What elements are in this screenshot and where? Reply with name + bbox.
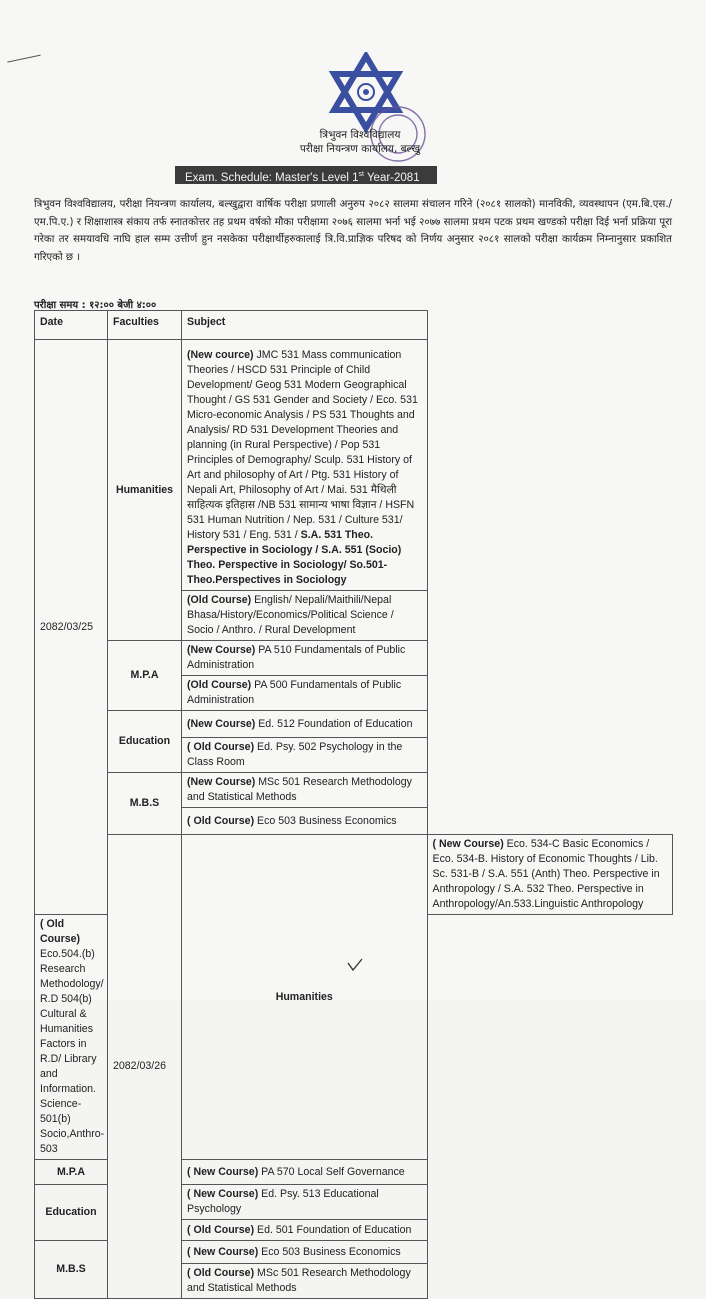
date-cell: 2082/03/25 bbox=[35, 340, 108, 915]
banner-suffix: Year-2081 bbox=[363, 171, 420, 184]
exam-time: परीक्षा समय : १२:०० बेजी ४:०० bbox=[34, 300, 157, 311]
subject-cell bbox=[182, 591, 428, 641]
office-heading bbox=[200, 128, 520, 156]
subject-text: JMC 531 Mass communication Theories / HSCD 531 Principle of Child Development/ Geog 531 Modern Geographical Thought / GS 531 Gender and Society / Eco. 531 Micro-economic Analysis / PS 531 Thoughts and Analysis/ RD 531 Development Theories and planning (in Rural Perspective) / Pop 531 Principles of Demography/ Sculp. 531 History of Art and philosophy of Art / Ptg. 531 History of Nepali Art, Philosophy of Art / Mai. 531 मैथिली साहित्यक इतिहास /NB 531 सामान्य भाषा विज्ञान / HSFN 531 Human Nutrition / Nep. 531 / Culture 531/ History 531 / Eng. 531 / bbox=[187, 349, 418, 541]
faculty-cell: Humanities bbox=[182, 835, 428, 1160]
course-tag: (Old Course) bbox=[187, 679, 252, 691]
faculty-cell: Education bbox=[108, 711, 182, 773]
pen-mark bbox=[7, 55, 43, 73]
course-tag: ( New Course) bbox=[187, 1165, 259, 1178]
subject-text: Eco.504.(b) Research Methodology/ R.D 504(b) Cultural & Humanities Factors in R.D/ Library and Information. Science-501(b) Socio,Anthro-503 bbox=[40, 948, 105, 1155]
subject-cell bbox=[182, 1185, 428, 1220]
office-name: परीक्षा नियन्त्रण कार्यालय, बल्खु bbox=[299, 143, 421, 155]
university-name: त्रिभुवन विश्वविद्यालय bbox=[319, 129, 401, 141]
subject-text: PA 570 Local Self Governance bbox=[258, 1165, 405, 1178]
date-cell: 2082/03/26 bbox=[108, 835, 182, 1299]
subject-text: Eco. 534-C Basic Economics / Eco. 534-B. History of Economic Thoughts / Lib. Sc. 531-B / S.A. 551 (Anth) Theo. Perspective in Anthropology / S.A. 532 Theo. Perspective in Anthropology/An.533.Linguistic Anthropology bbox=[432, 838, 660, 910]
course-tag: (Old Course) bbox=[187, 594, 252, 606]
subject-cell bbox=[182, 738, 428, 773]
header-date: Date bbox=[35, 311, 108, 340]
faculty-cell: M.B.S bbox=[35, 1241, 108, 1299]
faculty-cell: Humanities bbox=[108, 340, 182, 641]
course-tag: (New Course) bbox=[187, 644, 256, 656]
course-tag: ( New Course) bbox=[187, 1188, 259, 1200]
subject-text: Ed. 501 Foundation of Education bbox=[254, 1223, 412, 1236]
table-row bbox=[35, 835, 673, 915]
subject-cell bbox=[182, 773, 428, 808]
schedule-table bbox=[34, 310, 673, 1299]
banner-prefix: Exam. Schedule: Master's Level 1 bbox=[185, 171, 359, 184]
intro-paragraph: त्रिभुवन विश्वविद्यालय, परीक्षा नियन्त्रण कार्यालय, बल्खुद्वारा वार्षिक परीक्षा प्रणाली अनुरुप २०८२ सालमा संचालन गरिने (२०८१ सालको) मानविकी, व्यवस्थापन (एम.बि.एस./एम.पि.ए.) र शिक्षाशास्त्र संकाय तर्फ स्नातकोत्तर तह प्रथम वर्षको मौका परीक्षामा २०७६ सालमा भर्ना भई २०७७ सालमा प्रथम पटक प्रथम खण्डको परीक्षा दिई भर्ना प्रक्रिया पूरा गरेका तर समयावधि नाघि हाल सम्म उत्तीर्ण हुन नसकेका परीक्षार्थीहरुकालाई त्रि.वि.प्राज्ञिक परिषद को निर्णय अनुसार २०८१ सालको परीक्षा कार्यक्रम निम्नानुसार प्रकाशित गरिएको छ । bbox=[34, 199, 672, 263]
subject-text: Ed. Psy. 513 Educational Psychology bbox=[187, 1188, 379, 1215]
course-tag: ( Old Course) bbox=[187, 1267, 255, 1279]
faculty-cell: M.P.A bbox=[108, 641, 182, 711]
table-row bbox=[35, 773, 673, 808]
subject-text-bold: S.A. 531 Theo. Perspective in Sociology / S.A. 551 (Socio) Theo. Perspective in Sociology/ So.501-Theo.Perspectives in Sociology bbox=[187, 529, 402, 586]
subject-cell bbox=[35, 915, 108, 1160]
subject-text: Eco 503 Business Economics bbox=[258, 1245, 401, 1258]
course-tag: ( Old Course) bbox=[187, 741, 255, 753]
subject-cell bbox=[427, 835, 673, 915]
subject-text: Ed. 512 Foundation of Education bbox=[255, 717, 413, 730]
subject-text: MSc 501 Research Methodology and Statistical Methods bbox=[187, 1267, 411, 1294]
header-subject: Subject bbox=[182, 311, 428, 340]
table-row bbox=[35, 641, 673, 676]
subject-text: PA 500 Fundamentals of Public Administration bbox=[187, 679, 402, 706]
subject-text: Ed. Psy. 502 Psychology in the Class Room bbox=[187, 741, 403, 768]
banner-sup: st bbox=[358, 171, 364, 178]
subject-text: Eco 503 Business Economics bbox=[254, 814, 397, 827]
course-tag: (New Course) bbox=[187, 717, 256, 730]
course-tag: (New Course) bbox=[187, 776, 256, 788]
table-header-row bbox=[35, 311, 673, 340]
subject-cell bbox=[182, 1160, 428, 1185]
subject-cell bbox=[182, 1220, 428, 1241]
exam-schedule-banner bbox=[175, 166, 437, 184]
header-faculties: Faculties bbox=[108, 311, 182, 340]
faculty-cell: M.B.S bbox=[108, 773, 182, 835]
subject-text: MSc 501 Research Methodology and Statistical Methods bbox=[187, 776, 412, 803]
subject-cell bbox=[182, 808, 428, 835]
subject-cell bbox=[182, 641, 428, 676]
subject-text: English/ Nepali/Maithili/Nepal Bhasa/History/Economics/Political Science / Socio / Anthro. / Rural Development bbox=[187, 594, 394, 636]
subject-cell bbox=[182, 340, 428, 591]
subject-cell bbox=[182, 711, 428, 738]
course-tag: ( Old Course) bbox=[187, 1223, 255, 1236]
course-tag: ( New Course) bbox=[432, 838, 504, 850]
table-row bbox=[35, 711, 673, 738]
faculty-cell: M.P.A bbox=[35, 1160, 108, 1185]
checkmark-icon bbox=[346, 958, 364, 972]
subject-text: PA 510 Fundamentals of Public Administration bbox=[187, 644, 406, 671]
subject-cell bbox=[182, 676, 428, 711]
subject-cell bbox=[182, 1264, 428, 1299]
course-tag: ( Old Course) bbox=[40, 918, 81, 945]
table-row bbox=[35, 340, 673, 591]
course-tag: ( New Course) bbox=[187, 1245, 259, 1258]
course-tag: ( Old Course) bbox=[187, 814, 255, 827]
subject-cell bbox=[182, 1241, 428, 1264]
faculty-cell: Education bbox=[35, 1185, 108, 1241]
course-tag: (New cource) bbox=[187, 349, 254, 361]
